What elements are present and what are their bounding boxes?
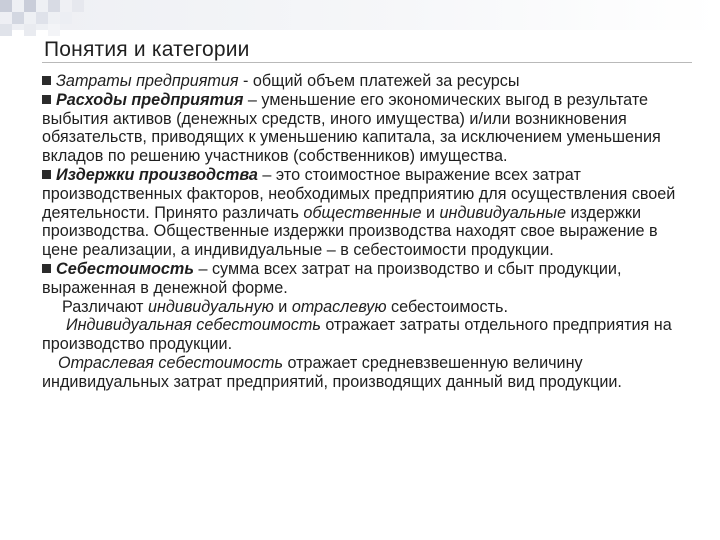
bullet-square-icon <box>42 170 51 179</box>
definition-cost-price: Себестоимость – сумма всех затрат на производство и сбыт продукции, выраженная в денежной форме. <box>42 259 622 297</box>
title-divider <box>42 62 692 63</box>
top-decoration-strip <box>0 0 720 34</box>
term-production-costs: Издержки производства <box>56 165 258 184</box>
individual-cost-price: Индивидуальная себестоимость отражает затраты отдельного предприятия на производство продукции. <box>42 316 672 354</box>
slide-title: Понятия и категории <box>44 38 250 61</box>
industry-cost-price: Отраслевая себестоимость отражает средневзвешенную величину индивидуальных затрат предприятий, производящих данный вид продукции. <box>42 353 622 391</box>
bullet-square-icon <box>42 76 51 85</box>
definition-expenses: Расходы предприятия – уменьшение его экономических выгод в результате выбытия активов (денежных средств, иного имущества) и/или возникновения обязательств, приводящих к уменьшению капитала, за исключением уменьшения вкладов по решению участников (собственников) имущества. <box>42 90 661 166</box>
slide-body <box>42 72 690 392</box>
definition-production-costs: Издержки производства – это стоимостное выражение всех затрат производственных факторов, необходимых предприятию для осуществления своей деятельности. Принято различать общественные и индивидуальные издержки производства. Общественные издержки производства находят свое выражение в цене реализации, а индивидуальные – в себестоимости продукции. <box>42 165 676 260</box>
cost-price-types: Различают индивидуальную и отраслевую себестоимость. <box>62 297 508 316</box>
bullet-square-icon <box>42 95 51 104</box>
term-cost-price: Себестоимость <box>56 259 194 278</box>
term-costs: Затраты предприятия <box>56 72 239 90</box>
checkered-corner-decoration <box>0 0 90 40</box>
definition-costs: Затраты предприятия - общий объем платежей за ресурсы <box>42 72 690 91</box>
term-expenses: Расходы предприятия <box>56 90 244 109</box>
bullet-square-icon <box>42 264 51 273</box>
